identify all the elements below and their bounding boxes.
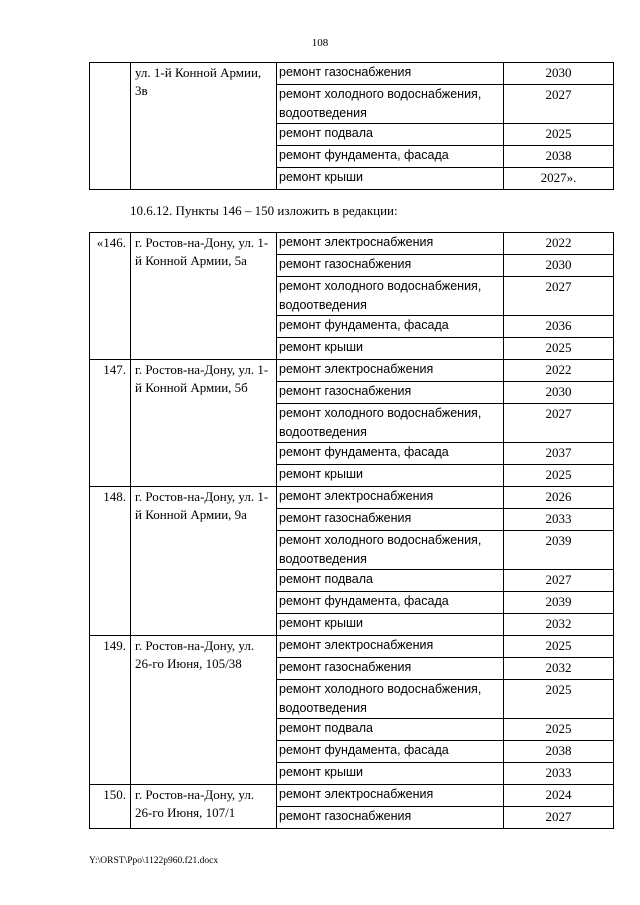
item-number: 149. <box>90 636 131 785</box>
year-cell: 2025 <box>504 719 614 741</box>
year-cell: 2022 <box>504 233 614 255</box>
work-type-cell: ремонт газоснабжения <box>277 255 504 277</box>
table-row <box>90 785 614 807</box>
work-type-cell: ремонт газоснабжения <box>277 658 504 680</box>
year-cell: 2026 <box>504 487 614 509</box>
work-type-cell: ремонт подвала <box>277 719 504 741</box>
year-cell: 2036 <box>504 316 614 338</box>
work-type-cell: ремонт холодного водоснабжения, водоотведения <box>277 277 504 316</box>
work-type-cell: ремонт крыши <box>277 763 504 785</box>
year-cell: 2032 <box>504 614 614 636</box>
table-row <box>90 360 614 382</box>
work-type-cell: ремонт электроснабжения <box>277 636 504 658</box>
address-cell: г. Ростов-на-Дону, ул. 26-го Июня, 107/1 <box>131 785 277 829</box>
table-row <box>90 487 614 509</box>
work-type-cell: ремонт холодного водоснабжения, водоотведения <box>277 404 504 443</box>
year-cell: 2027 <box>504 807 614 829</box>
address-cell: г. Ростов-на-Дону, ул. 1-й Конной Армии, 5а <box>131 233 277 360</box>
work-type-cell: ремонт крыши <box>277 465 504 487</box>
year-cell: 2024 <box>504 785 614 807</box>
work-type-cell: ремонт электроснабжения <box>277 233 504 255</box>
address-cell: г. Ростов-на-Дону, ул. 1-й Конной Армии, 9а <box>131 487 277 636</box>
table-row <box>90 636 614 658</box>
item-number: 148. <box>90 487 131 636</box>
work-type-cell: ремонт фундамента, фасада <box>277 146 504 168</box>
item-number <box>90 63 131 190</box>
work-type-cell: ремонт газоснабжения <box>277 509 504 531</box>
work-type-cell: ремонт холодного водоснабжения, водоотведения <box>277 85 504 124</box>
year-cell: 2039 <box>504 592 614 614</box>
work-type-cell: ремонт газоснабжения <box>277 382 504 404</box>
year-cell: 2027 <box>504 404 614 443</box>
year-cell: 2025 <box>504 680 614 719</box>
year-cell: 2025 <box>504 338 614 360</box>
page-number: 108 <box>311 37 329 49</box>
work-type-cell: ремонт электроснабжения <box>277 785 504 807</box>
address-cell: ул. 1-й Конной Армии, 3в <box>131 63 277 190</box>
work-type-cell: ремонт электроснабжения <box>277 487 504 509</box>
work-type-cell: ремонт фундамента, фасада <box>277 443 504 465</box>
year-cell: 2022 <box>504 360 614 382</box>
year-cell: 2033 <box>504 509 614 531</box>
year-cell: 2027 <box>504 277 614 316</box>
work-type-cell: ремонт фундамента, фасада <box>277 592 504 614</box>
amendment-note: 10.6.12. Пункты 146 – 150 изложить в редакции: <box>130 203 398 218</box>
year-cell: 2038 <box>504 146 614 168</box>
work-type-cell: ремонт фундамента, фасада <box>277 741 504 763</box>
year-cell: 2025 <box>504 636 614 658</box>
year-cell: 2033 <box>504 763 614 785</box>
year-cell: 2027». <box>504 168 614 190</box>
year-cell: 2025 <box>504 124 614 146</box>
year-cell: 2027 <box>504 85 614 124</box>
work-type-cell: ремонт подвала <box>277 570 504 592</box>
item-number: 147. <box>90 360 131 487</box>
year-cell: 2027 <box>504 570 614 592</box>
work-type-cell: ремонт крыши <box>277 614 504 636</box>
item-number: 150. <box>90 785 131 829</box>
footer-file-path: Y:\ORST\Ppo\1122p960.f21.docx <box>89 856 219 866</box>
work-type-cell: ремонт крыши <box>277 338 504 360</box>
table-row <box>90 233 614 255</box>
work-type-cell: ремонт электроснабжения <box>277 360 504 382</box>
work-type-cell: ремонт газоснабжения <box>277 63 504 85</box>
work-type-cell: ремонт холодного водоснабжения, водоотведения <box>277 680 504 719</box>
year-cell: 2030 <box>504 255 614 277</box>
work-type-cell: ремонт подвала <box>277 124 504 146</box>
address-cell: г. Ростов-на-Дону, ул. 1-й Конной Армии, 5б <box>131 360 277 487</box>
work-type-cell: ремонт фундамента, фасада <box>277 316 504 338</box>
year-cell: 2030 <box>504 382 614 404</box>
year-cell: 2037 <box>504 443 614 465</box>
year-cell: 2032 <box>504 658 614 680</box>
work-type-cell: ремонт холодного водоснабжения, водоотведения <box>277 531 504 570</box>
work-type-cell: ремонт газоснабжения <box>277 807 504 829</box>
year-cell: 2030 <box>504 63 614 85</box>
table-row <box>90 63 614 85</box>
address-cell: г. Ростов-на-Дону, ул. 26-го Июня, 105/38 <box>131 636 277 785</box>
year-cell: 2038 <box>504 741 614 763</box>
item-number: «146. <box>90 233 131 360</box>
objects-table <box>89 232 614 829</box>
year-cell: 2039 <box>504 531 614 570</box>
top-table <box>89 62 614 190</box>
work-type-cell: ремонт крыши <box>277 168 504 190</box>
year-cell: 2025 <box>504 465 614 487</box>
